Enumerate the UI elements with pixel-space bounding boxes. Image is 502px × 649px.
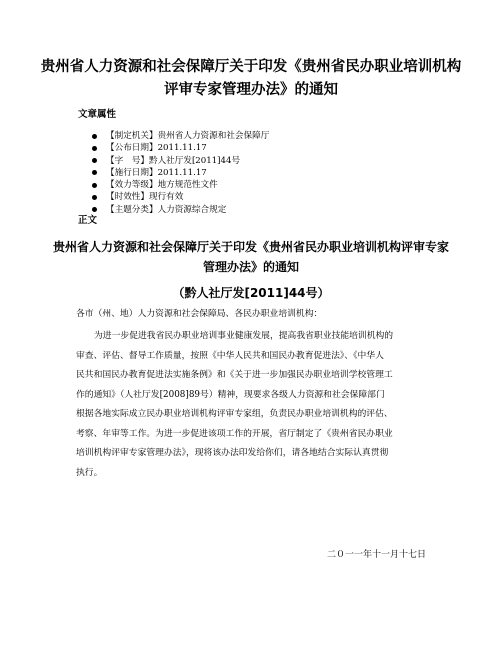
- body-line: 根据各地实际成立民办职业培训机构评审专家组，负责民办职业培训机构的评估、: [76, 409, 393, 419]
- bullet-icon: [92, 183, 97, 188]
- bullet-icon: [92, 146, 97, 151]
- document-title: 贵州省人力资源和社会保障厅关于印发《贵州省民办职业培训机构评审专家管理办法》的通知: [40, 59, 462, 98]
- bullet-icon: [92, 134, 97, 139]
- body-paragraph: [76, 327, 436, 483]
- bullet-icon: [92, 195, 97, 200]
- body-heading: 正文: [78, 215, 98, 226]
- body-line: 作的通知》（人社厅发[2008]89号）精神，现要求各级人力资源和社会保障部门: [76, 389, 385, 400]
- body-line: 为进一步促进我省民办职业培训事业健康发展，提高我省职业技能培训机构的: [94, 331, 394, 341]
- body-line: 民共和国民办教育促进法实施条例》和《关于进一步加强民办职业培训学校管理工: [76, 370, 393, 380]
- attribute-text: 【主题分类】人力资源综合规定: [106, 204, 227, 215]
- body-line: 审查、评估、督导工作质量，按照《中华人民共和国民办教育促进法》、《中华人: [76, 350, 384, 361]
- attributes-heading: 文章属性: [78, 109, 117, 120]
- signature-date: 二０一一年十一月十七日: [326, 550, 426, 560]
- body-line: 考察、年审等工作。为进一步促进该项工作的开展，省厅制定了《贵州省民办职业: [76, 428, 393, 439]
- attribute-text: 【制定机关】贵州省人力资源和社会保障厅: [106, 131, 270, 141]
- document-number: （黔人社厅发[2011]44号）: [172, 286, 330, 300]
- body-line: 执行。: [76, 467, 103, 478]
- body-title: 贵州省人力资源和社会保障厅关于印发《贵州省民办职业培训机构评审专家管理办法》的通知: [52, 240, 449, 274]
- addressee-line: 各市（州、地）人力资源和社会保障局、各民办职业培训机构：: [76, 309, 323, 319]
- attribute-text: 【效力等级】地方规范性文件: [106, 180, 218, 191]
- attribute-text: 【公布日期】2011.11.17: [106, 143, 207, 154]
- bullet-icon: [92, 158, 97, 163]
- bullet-icon: [92, 170, 97, 175]
- attribute-text: 【时效性】现行有效: [106, 192, 184, 203]
- bullet-icon: [92, 207, 97, 212]
- attribute-text: 【字 号】黔人社厅发[2011]44号: [106, 155, 241, 166]
- body-line: 培训机构评审专家管理办法》，现将该办法印发给你们，请各地结合实际认真贯彻: [76, 448, 389, 458]
- attribute-text: 【施行日期】2011.11.17: [106, 167, 207, 178]
